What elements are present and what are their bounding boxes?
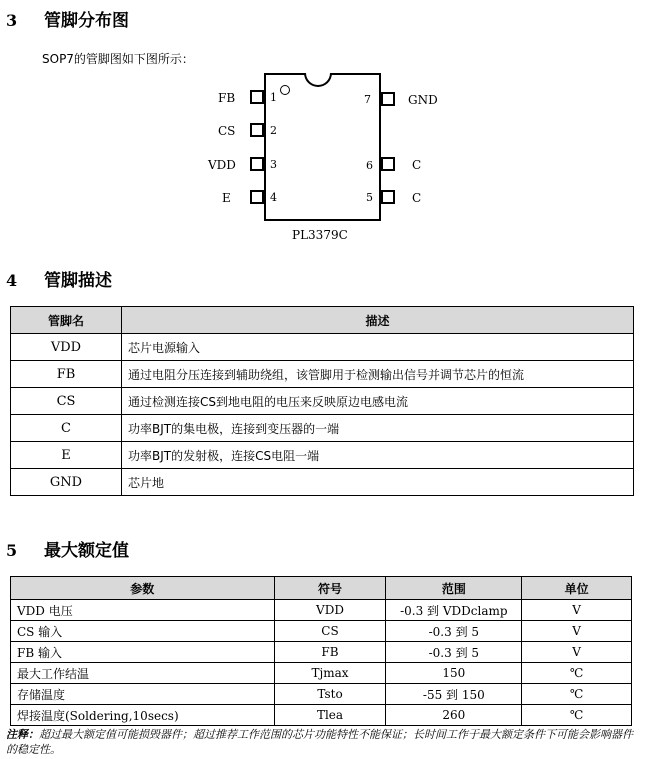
unit-cell: ℃	[522, 663, 632, 684]
chip-pin-left	[250, 123, 264, 137]
pin-name-cell: VDD	[11, 334, 122, 361]
pin-name: VDD	[208, 158, 236, 172]
table-header-row	[11, 307, 634, 334]
pin-name: C	[412, 158, 422, 172]
unit-cell: ℃	[522, 684, 632, 705]
table-row	[11, 388, 634, 415]
pin-desc-cell: 功率BJT的集电极，连接到变压器的一端	[122, 415, 634, 442]
table-row	[11, 705, 632, 726]
table-row	[11, 469, 634, 496]
pin-name: E	[222, 191, 231, 205]
rating-note	[6, 727, 642, 757]
param-cell: 焊接温度(Soldering,10secs)	[11, 705, 275, 726]
pin-name-cell: CS	[11, 388, 122, 415]
symbol-cell: CS	[274, 621, 386, 642]
pin-name-cell: GND	[11, 469, 122, 496]
chip-pin-right	[381, 157, 395, 171]
symbol-cell: FB	[274, 642, 386, 663]
column-header: 描述	[122, 307, 634, 334]
chip-pin-left	[250, 190, 264, 204]
column-header: 管脚名	[11, 307, 122, 334]
section-number: 4	[6, 271, 18, 290]
unit-cell: ℃	[522, 705, 632, 726]
column-header: 符号	[274, 577, 386, 600]
column-header: 范围	[386, 577, 522, 600]
pin-name-cell: E	[11, 442, 122, 469]
range-cell: -0.3 到 VDDclamp	[386, 600, 522, 621]
section-3-heading	[6, 6, 129, 31]
pin-number: 2	[270, 124, 277, 137]
note-text: 超过最大额定值可能损毁器件；超过推荐工作范围的芯片功能特性不能保证；长时间工作于最大额定条件下可能会影响器件的稳定性。	[6, 728, 633, 756]
column-header: 单位	[522, 577, 632, 600]
unit-cell: V	[522, 642, 632, 663]
pinout-intro-text: SOP7的管脚图如下图所示：	[42, 52, 194, 66]
pin-name: C	[412, 191, 422, 205]
pin-number: 1	[270, 91, 277, 104]
table-row	[11, 334, 634, 361]
pin-name: CS	[218, 124, 236, 138]
chip-pin-right	[381, 190, 395, 204]
section-title: 最大额定值	[44, 541, 129, 561]
pin-desc-cell: 功率BJT的发射极，连接CS电阻一端	[122, 442, 634, 469]
pin-desc-cell: 芯片电源输入	[122, 334, 634, 361]
param-cell: CS 输入	[11, 621, 275, 642]
pin-number: 6	[366, 159, 373, 172]
section-number: 3	[6, 11, 18, 30]
section-title: 管脚描述	[44, 271, 112, 291]
pin-name: GND	[408, 93, 438, 107]
param-cell: VDD 电压	[11, 600, 275, 621]
table-row	[11, 361, 634, 388]
param-cell: 存储温度	[11, 684, 275, 705]
table-row	[11, 621, 632, 642]
pin-desc-cell: 芯片地	[122, 469, 634, 496]
note-label: 注释：	[6, 728, 39, 741]
table-row	[11, 415, 634, 442]
pin-number: 3	[270, 158, 277, 171]
pin-name-cell: FB	[11, 361, 122, 388]
range-cell: -0.3 到 5	[386, 621, 522, 642]
section-5-heading	[6, 536, 129, 561]
chip-pin-right	[381, 92, 395, 106]
section-title: 管脚分布图	[44, 11, 129, 31]
table-header-row	[11, 577, 632, 600]
pin1-dot-marker	[280, 85, 290, 95]
chip-pin-left	[250, 157, 264, 171]
range-cell: 260	[386, 705, 522, 726]
column-header: 参数	[11, 577, 275, 600]
range-cell: -0.3 到 5	[386, 642, 522, 663]
param-cell: 最大工作结温	[11, 663, 275, 684]
table-row	[11, 663, 632, 684]
chip-part-label: PL3379C	[292, 228, 348, 242]
pin-number: 5	[366, 191, 373, 204]
section-number: 5	[6, 541, 18, 560]
section-4-heading	[6, 266, 112, 291]
symbol-cell: VDD	[274, 600, 386, 621]
unit-cell: V	[522, 621, 632, 642]
symbol-cell: Tjmax	[274, 663, 386, 684]
max-rating-table	[10, 576, 632, 726]
pin-number: 7	[364, 93, 371, 106]
chip-pin-left	[250, 90, 264, 104]
table-row	[11, 642, 632, 663]
param-cell: FB 输入	[11, 642, 275, 663]
pin-desc-cell: 通过电阻分压连接到辅助绕组，该管脚用于检测输出信号并调节芯片的恒流	[122, 361, 634, 388]
range-cell: -55 到 150	[386, 684, 522, 705]
range-cell: 150	[386, 663, 522, 684]
symbol-cell: Tlea	[274, 705, 386, 726]
pin-name-cell: C	[11, 415, 122, 442]
pin-number: 4	[270, 191, 277, 204]
table-row	[11, 684, 632, 705]
pin-name: FB	[218, 91, 236, 105]
pin-description-table	[10, 306, 634, 496]
unit-cell: V	[522, 600, 632, 621]
pin-desc-cell: 通过检测连接CS到地电阻的电压来反映原边电感电流	[122, 388, 634, 415]
table-row	[11, 442, 634, 469]
table-row	[11, 600, 632, 621]
symbol-cell: Tsto	[274, 684, 386, 705]
